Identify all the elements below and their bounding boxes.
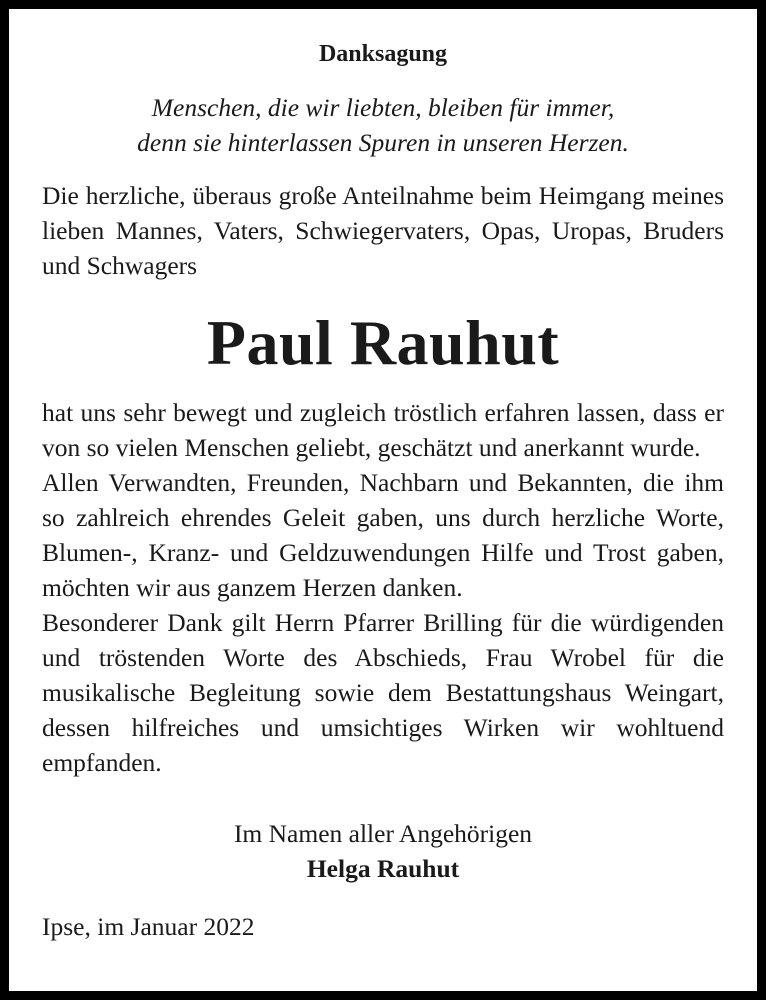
signature: Helga Rauhut bbox=[306, 854, 460, 883]
closing-block bbox=[42, 816, 724, 886]
body-paragraph-2: Allen Verwandten, Freunden, Nachbarn und Bekannten, die ihm so zahlreich ehrendes Geleit gaben, uns durch herzliche Worte, Blumen-, Kranz- und Geldzuwendungen Hilfe und Trost gaben, möchten wir aus ganzem Herzen danken. bbox=[42, 468, 724, 602]
notice-content bbox=[42, 39, 724, 944]
place-date: Ipse, im Januar 2022 bbox=[42, 912, 255, 941]
motto-line-2: denn sie hinterlassen Spuren in unseren Herzen. bbox=[137, 128, 629, 157]
body-paragraph-1: hat uns sehr bewegt und zugleich tröstlich erfahren lassen, dass er von so vielen Menschen geliebt, geschätzt und anerkannt wurde. bbox=[42, 398, 724, 462]
notice-heading: Danksagung bbox=[318, 41, 448, 67]
intro-paragraph: Die herzliche, überaus große Anteilnahme beim Heimgang meines lieben Mannes, Vaters, Schwiegervaters, Opas, Uropas, Bruders und Schwagers bbox=[42, 181, 724, 280]
closing-line: Im Namen aller Angehörigen bbox=[233, 819, 533, 848]
motto-quote bbox=[42, 90, 724, 160]
motto-line-1: Menschen, die wir liebten, bleiben für immer, bbox=[151, 93, 615, 122]
body-paragraph-3: Besonderer Dank gilt Herrn Pfarrer Brilling für die würdigenden und tröstenden Worte des Abschieds, Frau Wrobel für die musikalische Begleitung sowie dem Bestattungshaus Weingart, dessen hilfreiches und umsichtiges Wirken wir wohltuend empfanden. bbox=[42, 608, 724, 777]
deceased-name: Paul Rauhut bbox=[206, 307, 560, 378]
